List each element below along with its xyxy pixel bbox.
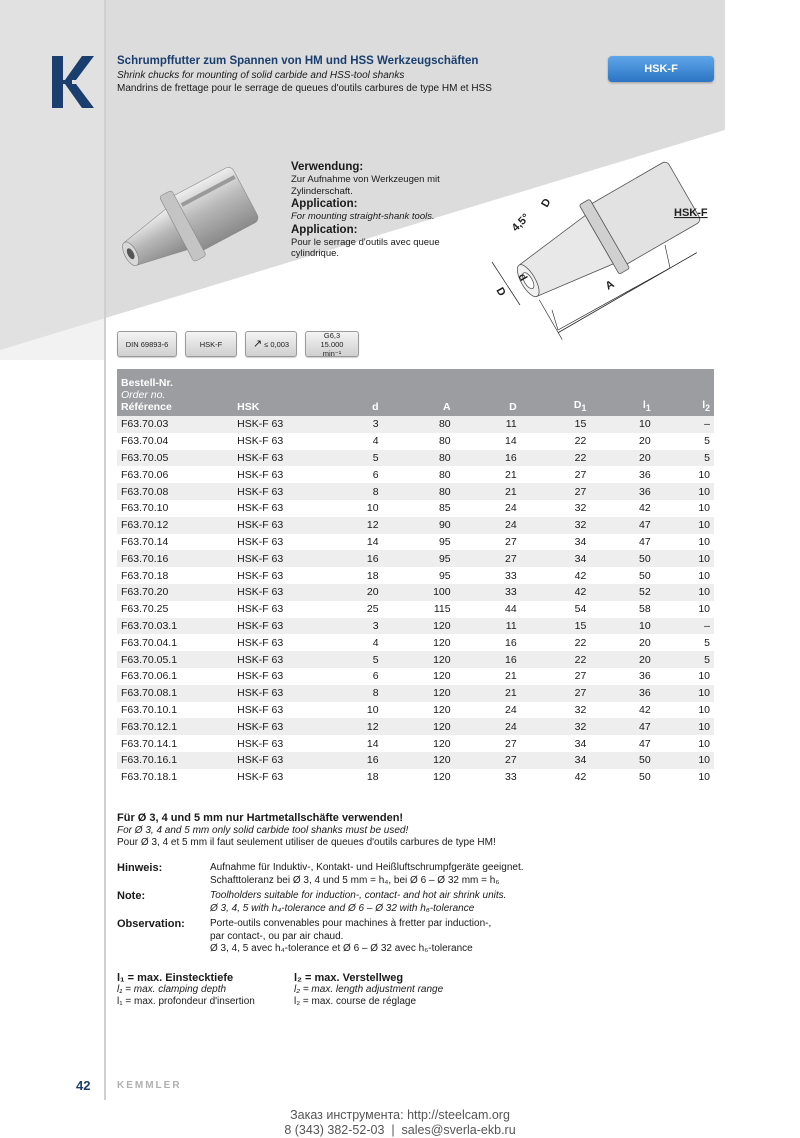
cell-l1: 47 xyxy=(590,718,654,735)
cell-hsk: HSK-F 63 xyxy=(233,584,339,601)
cell-D1: 54 xyxy=(521,601,591,618)
note-fr-line1: Porte-outils convenables pour machines à fretter par induction-, xyxy=(210,918,492,929)
cell-l2: 5 xyxy=(655,450,714,467)
cell-D: 11 xyxy=(455,416,521,433)
table-row xyxy=(117,433,714,450)
notes-section xyxy=(117,862,717,959)
note-de-label: Hinweis: xyxy=(117,862,163,874)
cell-d: 5 xyxy=(339,651,383,668)
col-header-l2-sub: 2 xyxy=(705,403,710,413)
table-header-row xyxy=(117,369,714,416)
cell-ref: F63.70.08 xyxy=(117,483,233,500)
table-row xyxy=(117,685,714,702)
cell-D: 27 xyxy=(455,752,521,769)
cell-hsk: HSK-F 63 xyxy=(233,500,339,517)
cell-ref: F63.70.12 xyxy=(117,517,233,534)
cell-l2: 5 xyxy=(655,651,714,668)
note-fr-label: Observation: xyxy=(117,918,185,930)
cell-hsk: HSK-F 63 xyxy=(233,450,339,467)
cell-A: 120 xyxy=(383,735,455,752)
runout-pill xyxy=(245,331,297,357)
cell-l1: 47 xyxy=(590,517,654,534)
usage-section xyxy=(291,160,481,260)
cell-A: 120 xyxy=(383,618,455,635)
title-en: Shrink chucks for mounting of solid carbide and HSS-tool shanks xyxy=(117,69,405,81)
shank-warning xyxy=(117,812,717,850)
brand-name: KEMMLER xyxy=(117,1080,182,1091)
cell-D: 24 xyxy=(455,500,521,517)
cell-D1: 22 xyxy=(521,433,591,450)
usage-head-fr: Application: xyxy=(291,223,358,236)
col-header-l2 xyxy=(655,369,714,416)
cell-d: 5 xyxy=(339,450,383,467)
cell-D: 24 xyxy=(455,718,521,735)
cell-A: 120 xyxy=(383,752,455,769)
cell-l1: 50 xyxy=(590,550,654,567)
cell-l1: 42 xyxy=(590,500,654,517)
cell-D1: 22 xyxy=(521,450,591,467)
cell-d: 12 xyxy=(339,718,383,735)
cell-d: 10 xyxy=(339,500,383,517)
cell-D1: 32 xyxy=(521,702,591,719)
col-header-d: d xyxy=(339,369,383,416)
cell-D: 21 xyxy=(455,668,521,685)
cell-hsk: HSK-F 63 xyxy=(233,534,339,551)
footer-contact-line[interactable]: 8 (343) 382-52-03 | sales@sverla-ekb.ru xyxy=(284,1123,516,1137)
col-header-l1-main: l xyxy=(642,398,646,411)
col-header-ref-fr: Référence xyxy=(121,401,172,413)
cell-ref: F63.70.06.1 xyxy=(117,668,233,685)
cell-ref: F63.70.20 xyxy=(117,584,233,601)
col-header-D1-sub: 1 xyxy=(581,403,587,413)
warning-fr: Pour Ø 3, 4 et 5 mm il faut seulement utiliser de queues d'outils carbures de type HM! xyxy=(117,837,496,848)
product-table xyxy=(117,369,714,786)
cell-l1: 20 xyxy=(590,651,654,668)
cell-D1: 22 xyxy=(521,634,591,651)
cell-A: 90 xyxy=(383,517,455,534)
table-row xyxy=(117,769,714,786)
cell-D1: 34 xyxy=(521,752,591,769)
spec-pills xyxy=(117,331,359,357)
cell-hsk: HSK-F 63 xyxy=(233,466,339,483)
legend-l2 xyxy=(294,972,534,1008)
col-header-l1-sub: 1 xyxy=(645,403,651,413)
cell-A: 100 xyxy=(383,584,455,601)
note-en-line2: Ø 3, 4, 5 with h₄-tolerance and Ø 6 – Ø 32 with h₆-tolerance xyxy=(210,902,475,914)
table-row xyxy=(117,618,714,635)
cell-d: 16 xyxy=(339,550,383,567)
cell-D: 24 xyxy=(455,702,521,719)
table-row xyxy=(117,718,714,735)
cell-l1: 47 xyxy=(590,534,654,551)
cell-A: 80 xyxy=(383,466,455,483)
cell-l1: 42 xyxy=(590,702,654,719)
cell-d: 10 xyxy=(339,702,383,719)
diagram-d1-label: D xyxy=(539,196,554,210)
table-row xyxy=(117,752,714,769)
title-de: Schrumpffutter zum Spannen von HM und HSS Werkzeugschäften xyxy=(117,55,479,67)
col-header-hsk: HSK xyxy=(233,369,339,416)
cell-l2: 10 xyxy=(655,550,714,567)
cell-l1: 50 xyxy=(590,752,654,769)
cell-D1: 42 xyxy=(521,769,591,786)
cell-d: 18 xyxy=(339,567,383,584)
cell-l2: 10 xyxy=(655,584,714,601)
table-row xyxy=(117,651,714,668)
note-fr-line2: par contact-, ou par air chaud. xyxy=(210,930,344,942)
cell-D: 21 xyxy=(455,483,521,500)
cell-ref: F63.70.06 xyxy=(117,466,233,483)
cell-hsk: HSK-F 63 xyxy=(233,517,339,534)
cell-l2: – xyxy=(655,416,714,433)
balance-pill xyxy=(305,331,359,357)
cell-ref: F63.70.10.1 xyxy=(117,702,233,719)
cell-l1: 36 xyxy=(590,685,654,702)
din-pill: DIN 69893-6 xyxy=(117,331,177,357)
legend-l1-en: l₁ = max. clamping depth xyxy=(117,984,227,995)
cell-ref: F63.70.16 xyxy=(117,550,233,567)
cell-D: 16 xyxy=(455,634,521,651)
cell-l1: 20 xyxy=(590,634,654,651)
cell-ref: F63.70.03.1 xyxy=(117,618,233,635)
warning-de: Für Ø 3, 4 und 5 mm nur Hartmetallschäfte verwenden! xyxy=(117,812,404,824)
cell-hsk: HSK-F 63 xyxy=(233,634,339,651)
table-row xyxy=(117,500,714,517)
cell-d: 20 xyxy=(339,584,383,601)
cell-D: 21 xyxy=(455,685,521,702)
cell-D: 33 xyxy=(455,584,521,601)
cell-ref: F63.70.05 xyxy=(117,450,233,467)
cell-l1: 36 xyxy=(590,483,654,500)
cell-D1: 32 xyxy=(521,517,591,534)
cell-A: 120 xyxy=(383,651,455,668)
diagram-hsk-label: HSK-F xyxy=(674,207,708,219)
note-de-text xyxy=(210,862,717,887)
cell-ref: F63.70.18.1 xyxy=(117,769,233,786)
cell-hsk: HSK-F 63 xyxy=(233,433,339,450)
cell-l2: 10 xyxy=(655,466,714,483)
cell-l1: 20 xyxy=(590,450,654,467)
cell-l2: 10 xyxy=(655,483,714,500)
cell-d: 8 xyxy=(339,483,383,500)
cell-ref: F63.70.14.1 xyxy=(117,735,233,752)
cell-l1: 10 xyxy=(590,416,654,433)
usage-text-en: For mounting straight-shank tools. xyxy=(291,211,435,222)
cell-D: 27 xyxy=(455,550,521,567)
cell-ref: F63.70.03 xyxy=(117,416,233,433)
cell-D1: 27 xyxy=(521,685,591,702)
cell-A: 95 xyxy=(383,550,455,567)
table-row xyxy=(117,634,714,651)
left-margin-rule xyxy=(104,0,106,1100)
cell-D: 27 xyxy=(455,534,521,551)
table-row xyxy=(117,668,714,685)
col-header-D1-main: D xyxy=(573,398,582,411)
cell-hsk: HSK-F 63 xyxy=(233,769,339,786)
cell-l1: 50 xyxy=(590,567,654,584)
kemmler-logo-icon xyxy=(52,56,94,108)
legend-l2-fr: l₂ = max. course de réglage xyxy=(294,996,417,1007)
cell-D1: 42 xyxy=(521,584,591,601)
cell-hsk: HSK-F 63 xyxy=(233,718,339,735)
cell-ref: F63.70.25 xyxy=(117,601,233,618)
cell-D: 33 xyxy=(455,769,521,786)
cell-l2: 10 xyxy=(655,668,714,685)
cell-D: 21 xyxy=(455,466,521,483)
cell-d: 25 xyxy=(339,601,383,618)
runout-value: ≤ 0,003 xyxy=(264,339,290,349)
cell-D: 44 xyxy=(455,601,521,618)
cell-l2: 10 xyxy=(655,769,714,786)
cell-ref: F63.70.08.1 xyxy=(117,685,233,702)
cell-hsk: HSK-F 63 xyxy=(233,618,339,635)
cell-l2: 10 xyxy=(655,567,714,584)
cell-D1: 42 xyxy=(521,567,591,584)
cell-A: 85 xyxy=(383,500,455,517)
page-number: 42 xyxy=(76,1078,91,1093)
cell-D: 16 xyxy=(455,651,521,668)
col-header-D1 xyxy=(521,369,591,416)
cell-A: 120 xyxy=(383,685,455,702)
cell-d: 6 xyxy=(339,466,383,483)
cell-D1: 34 xyxy=(521,534,591,551)
cell-hsk: HSK-F 63 xyxy=(233,651,339,668)
cell-D1: 34 xyxy=(521,735,591,752)
cell-d: 8 xyxy=(339,685,383,702)
dimension-legend xyxy=(117,972,717,1008)
cell-d: 6 xyxy=(339,668,383,685)
col-header-ref xyxy=(117,369,233,416)
table-row xyxy=(117,517,714,534)
diagram-A-label: A xyxy=(603,278,617,293)
balance-grade: G6,3 xyxy=(323,330,341,340)
cell-A: 80 xyxy=(383,416,455,433)
cell-d: 14 xyxy=(339,534,383,551)
table-row xyxy=(117,450,714,467)
usage-head-de: Verwendung: xyxy=(291,161,364,173)
col-header-ref-de: Bestell-Nr. xyxy=(121,377,173,389)
cell-hsk: HSK-F 63 xyxy=(233,702,339,719)
cell-hsk: HSK-F 63 xyxy=(233,752,339,769)
note-en xyxy=(117,890,717,915)
cell-D1: 32 xyxy=(521,718,591,735)
cell-d: 16 xyxy=(339,752,383,769)
cell-D1: 32 xyxy=(521,500,591,517)
cell-d: 18 xyxy=(339,769,383,786)
cell-ref: F63.70.05.1 xyxy=(117,651,233,668)
cell-A: 120 xyxy=(383,718,455,735)
table-row xyxy=(117,702,714,719)
usage-text-fr: Pour le serrage d'outils avec queue cylindrique. xyxy=(291,236,440,259)
cell-D1: 22 xyxy=(521,651,591,668)
cell-hsk: HSK-F 63 xyxy=(233,685,339,702)
cell-hsk: HSK-F 63 xyxy=(233,735,339,752)
col-header-A: A xyxy=(383,369,455,416)
cell-d: 12 xyxy=(339,517,383,534)
note-de-line2: Schafttoleranz bei Ø 3, 4 und 5 mm = h₄, bei Ø 6 – Ø 32 mm = h₆ xyxy=(210,874,500,886)
cell-hsk: HSK-F 63 xyxy=(233,483,339,500)
cell-l2: 10 xyxy=(655,685,714,702)
diagram-d-label: d xyxy=(515,271,530,284)
table-row xyxy=(117,534,714,551)
cell-A: 95 xyxy=(383,534,455,551)
usage-text-de: Zur Aufnahme von Werkzeugen mit Zylinderschaft. xyxy=(291,174,440,197)
cell-A: 80 xyxy=(383,450,455,467)
cell-A: 120 xyxy=(383,702,455,719)
table-row xyxy=(117,416,714,433)
cell-D1: 15 xyxy=(521,416,591,433)
table-row xyxy=(117,735,714,752)
balance-speed: 15.000 min⁻¹ xyxy=(320,339,344,358)
legend-l1-de: l₁ = max. Einstecktiefe xyxy=(117,972,234,984)
note-de xyxy=(117,862,717,887)
cell-A: 80 xyxy=(383,483,455,500)
cell-A: 115 xyxy=(383,601,455,618)
cell-l2: 10 xyxy=(655,601,714,618)
col-header-l1 xyxy=(590,369,654,416)
cell-l2: 10 xyxy=(655,735,714,752)
cell-l1: 47 xyxy=(590,735,654,752)
cell-l2: 10 xyxy=(655,702,714,719)
cell-ref: F63.70.10 xyxy=(117,500,233,517)
note-de-line1: Aufnahme für Induktiv-, Kontakt- und Heißluftschrumpfgeräte geeignet. xyxy=(210,862,524,873)
cell-hsk: HSK-F 63 xyxy=(233,601,339,618)
cell-l2: 10 xyxy=(655,534,714,551)
cell-ref: F63.70.04.1 xyxy=(117,634,233,651)
table-row xyxy=(117,550,714,567)
table-row xyxy=(117,567,714,584)
note-en-label: Note: xyxy=(117,890,146,902)
cell-l1: 52 xyxy=(590,584,654,601)
cell-d: 3 xyxy=(339,618,383,635)
cell-ref: F63.70.04 xyxy=(117,433,233,450)
cell-ref: F63.70.12.1 xyxy=(117,718,233,735)
cell-d: 4 xyxy=(339,634,383,651)
cell-D: 16 xyxy=(455,450,521,467)
cell-d: 3 xyxy=(339,416,383,433)
runout-arrow-icon: ↗ xyxy=(252,337,263,350)
cell-l2: – xyxy=(655,618,714,635)
cell-D1: 27 xyxy=(521,466,591,483)
cell-ref: F63.70.14 xyxy=(117,534,233,551)
cell-l1: 20 xyxy=(590,433,654,450)
cell-A: 120 xyxy=(383,634,455,651)
hsk-pill: HSK-F xyxy=(185,331,237,357)
cell-D: 33 xyxy=(455,567,521,584)
cell-hsk: HSK-F 63 xyxy=(233,668,339,685)
table-row xyxy=(117,584,714,601)
note-en-line1: Toolholders suitable for induction-, contact- and hot air shrink units. xyxy=(210,890,507,901)
note-fr-text xyxy=(210,918,717,956)
col-header-ref-en: Order no. xyxy=(121,389,166,401)
legend-l1 xyxy=(117,972,294,1008)
cell-D: 11 xyxy=(455,618,521,635)
page-header xyxy=(117,55,587,96)
cell-A: 80 xyxy=(383,433,455,450)
cell-l1: 10 xyxy=(590,618,654,635)
title-fr: Mandrins de frettage pour le serrage de queues d'outils carbures de type HM et HSS xyxy=(117,83,492,94)
note-en-text xyxy=(210,890,717,915)
cell-A: 120 xyxy=(383,769,455,786)
cell-l2: 5 xyxy=(655,634,714,651)
col-header-l2-main: l xyxy=(702,398,706,411)
category-badge[interactable]: HSK-F xyxy=(608,56,714,82)
cell-hsk: HSK-F 63 xyxy=(233,416,339,433)
cell-l1: 36 xyxy=(590,466,654,483)
dimension-diagram xyxy=(480,150,720,340)
table-row xyxy=(117,483,714,500)
cell-D1: 27 xyxy=(521,668,591,685)
cell-d: 14 xyxy=(339,735,383,752)
cell-l1: 36 xyxy=(590,668,654,685)
cell-l2: 5 xyxy=(655,433,714,450)
diagram-D-label: D xyxy=(493,285,508,299)
cell-D1: 15 xyxy=(521,618,591,635)
cell-l2: 10 xyxy=(655,718,714,735)
cell-l1: 50 xyxy=(590,769,654,786)
table-row xyxy=(117,466,714,483)
cell-ref: F63.70.16.1 xyxy=(117,752,233,769)
legend-l2-en: l₂ = max. length adjustment range xyxy=(294,984,444,995)
cell-D1: 34 xyxy=(521,550,591,567)
col-header-D: D xyxy=(455,369,521,416)
usage-head-en: Application: xyxy=(291,198,358,210)
legend-l1-fr: l₁ = max. profondeur d'insertion xyxy=(117,996,255,1007)
cell-D: 14 xyxy=(455,433,521,450)
cell-l2: 10 xyxy=(655,517,714,534)
product-photo xyxy=(112,150,272,290)
warning-en: For Ø 3, 4 and 5 mm only solid carbide tool shanks must be used! xyxy=(117,824,409,836)
cell-l1: 58 xyxy=(590,601,654,618)
cell-hsk: HSK-F 63 xyxy=(233,567,339,584)
table-row xyxy=(117,601,714,618)
cell-ref: F63.70.18 xyxy=(117,567,233,584)
cell-A: 120 xyxy=(383,668,455,685)
legend-l2-de: l₂ = max. Verstellweg xyxy=(294,972,404,984)
footer-order-line[interactable]: Заказ инструмента: http://steelcam.org xyxy=(290,1108,510,1122)
cell-D1: 27 xyxy=(521,483,591,500)
contact-footer xyxy=(200,1108,600,1138)
cell-hsk: HSK-F 63 xyxy=(233,550,339,567)
note-fr-line3: Ø 3, 4, 5 avec h₄-tolerance et Ø 6 – Ø 32 avec h₆-tolerance xyxy=(210,943,473,954)
cell-l2: 10 xyxy=(655,752,714,769)
diagram-angle-label: 4,5° xyxy=(509,211,533,235)
note-fr xyxy=(117,918,717,956)
cell-l2: 10 xyxy=(655,500,714,517)
cell-d: 4 xyxy=(339,433,383,450)
cell-D: 27 xyxy=(455,735,521,752)
cell-D: 24 xyxy=(455,517,521,534)
cell-A: 95 xyxy=(383,567,455,584)
